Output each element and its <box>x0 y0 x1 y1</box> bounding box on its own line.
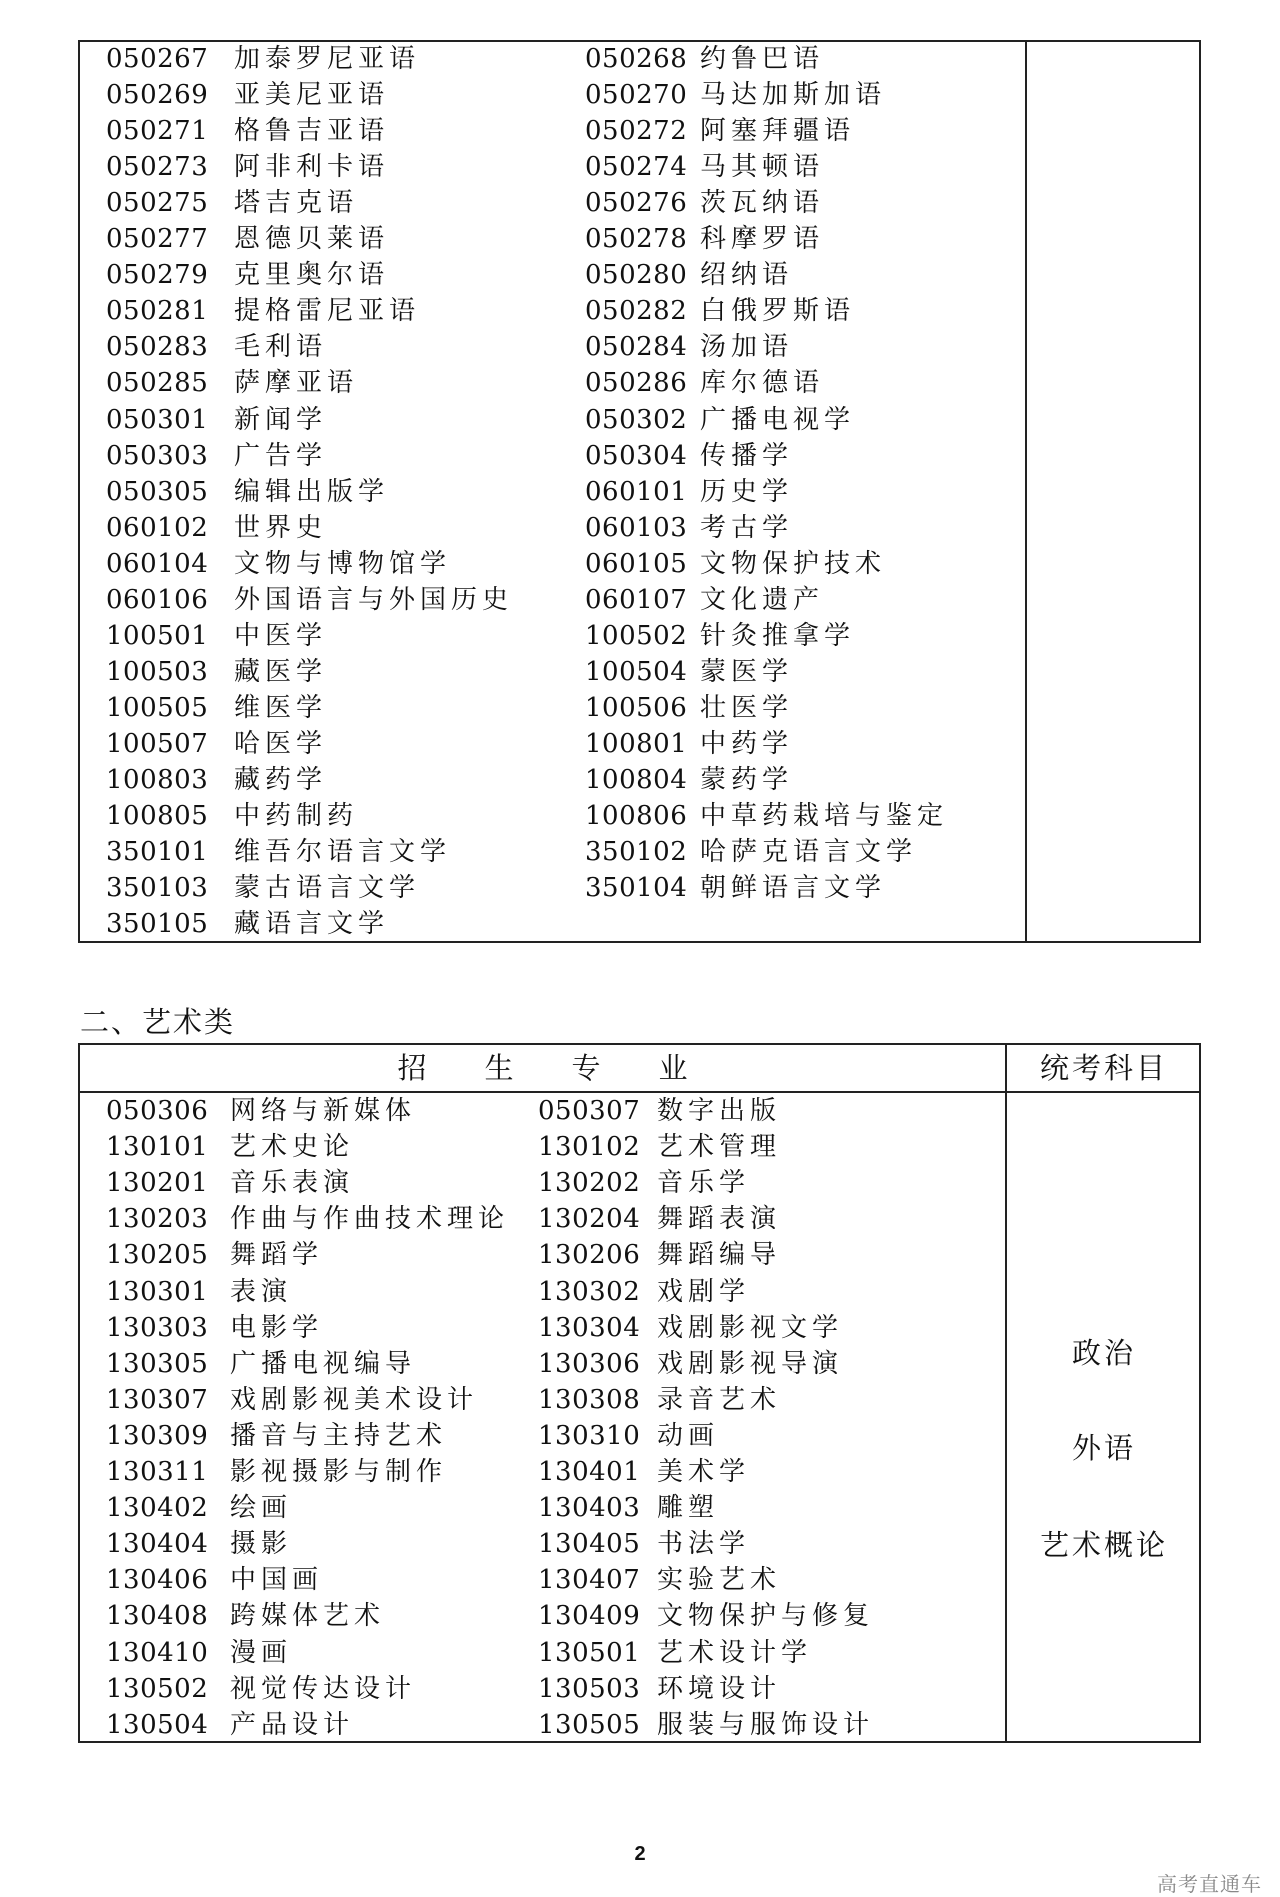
major-name: 舞蹈编导 <box>657 1240 782 1271</box>
table-row <box>80 149 1020 185</box>
major-name: 数字出版 <box>657 1096 782 1126</box>
major-code: 050280 <box>585 260 688 291</box>
major-name: 历史学 <box>700 476 794 507</box>
major-code: 130302 <box>538 1276 641 1307</box>
major-name: 戏剧影视导演 <box>657 1348 844 1379</box>
major-code: 130505 <box>538 1709 641 1740</box>
major-code: 050277 <box>106 224 209 255</box>
major-name: 克里奥尔语 <box>234 260 390 291</box>
major-name: 雕塑 <box>657 1493 720 1524</box>
major-code: 060102 <box>106 512 209 543</box>
table-row <box>80 221 1020 257</box>
major-name: 艺术管理 <box>657 1132 782 1163</box>
major-name: 中药制药 <box>234 801 359 832</box>
major-code: 130308 <box>538 1384 641 1415</box>
table-row <box>80 834 1020 870</box>
major-code: 050268 <box>585 44 688 74</box>
table-row <box>80 1526 1000 1562</box>
major-name: 蒙古语言文学 <box>234 873 421 904</box>
major-code: 130501 <box>538 1637 641 1668</box>
table-row <box>80 762 1020 798</box>
page-number: 2 <box>634 1843 646 1865</box>
major-name: 跨媒体艺术 <box>230 1601 386 1632</box>
table-row <box>80 1129 1000 1165</box>
major-name: 马其顿语 <box>700 152 825 183</box>
major-name: 约鲁巴语 <box>700 44 825 74</box>
major-name: 萨摩亚语 <box>234 368 359 399</box>
major-name: 动画 <box>657 1420 720 1451</box>
major-name: 白俄罗斯语 <box>700 296 856 327</box>
major-code: 050273 <box>106 152 209 183</box>
major-name: 维吾尔语言文学 <box>234 837 452 868</box>
table-row <box>80 1165 1000 1201</box>
column-divider <box>1025 42 1027 941</box>
major-name: 文化遗产 <box>700 584 825 615</box>
header-majors: 招生专业 <box>397 1051 746 1085</box>
table-row <box>80 1310 1000 1346</box>
major-code: 050269 <box>106 80 209 111</box>
major-code: 130503 <box>538 1673 641 1704</box>
major-name: 戏剧影视美术设计 <box>230 1384 479 1415</box>
table-row <box>80 1346 1000 1382</box>
major-name: 广播电视编导 <box>230 1348 417 1379</box>
major-name: 针灸推拿学 <box>700 620 856 651</box>
major-name: 表演 <box>230 1276 293 1307</box>
table-row <box>80 1237 1000 1273</box>
major-name: 中医学 <box>234 620 328 651</box>
major-code: 100507 <box>106 728 209 759</box>
table-row <box>80 1707 1000 1743</box>
major-name: 产品设计 <box>230 1709 355 1740</box>
major-name: 蒙药学 <box>700 765 794 795</box>
major-code: 350101 <box>106 837 209 868</box>
major-name: 外国语言与外国历史 <box>234 584 514 615</box>
major-name: 艺术设计学 <box>657 1637 813 1668</box>
major-code: 050302 <box>585 404 688 435</box>
major-code: 100801 <box>585 728 688 759</box>
major-name: 格鲁吉亚语 <box>234 116 390 147</box>
major-table-continued <box>78 40 1201 943</box>
table-row <box>80 510 1020 546</box>
major-name: 环境设计 <box>657 1673 782 1704</box>
major-code: 060101 <box>585 476 688 507</box>
table-row <box>80 870 1020 906</box>
major-name: 中草药栽培与鉴定 <box>700 801 949 832</box>
table-row <box>80 582 1020 618</box>
art-major-table <box>78 1043 1201 1743</box>
table-row <box>80 654 1020 690</box>
major-code: 130205 <box>106 1240 209 1271</box>
major-name: 世界史 <box>234 512 328 543</box>
table-row <box>80 1562 1000 1598</box>
major-code: 130304 <box>538 1312 641 1343</box>
major-name: 网络与新媒体 <box>230 1096 417 1126</box>
major-name: 蒙医学 <box>700 656 794 687</box>
major-code: 130407 <box>538 1565 641 1596</box>
major-code: 130504 <box>106 1709 209 1740</box>
major-code: 100502 <box>585 620 688 651</box>
major-code: 050271 <box>106 116 209 147</box>
major-name: 绍纳语 <box>700 260 794 291</box>
major-code: 130202 <box>538 1168 641 1199</box>
table-row <box>80 798 1020 834</box>
major-name: 朝鲜语言文学 <box>700 873 887 904</box>
major-code: 050278 <box>585 224 688 255</box>
major-name: 加泰罗尼亚语 <box>234 44 421 74</box>
major-code: 050301 <box>106 404 209 435</box>
major-name: 影视摄影与制作 <box>230 1457 448 1487</box>
major-code: 060106 <box>106 584 209 615</box>
major-name: 考古学 <box>700 512 794 543</box>
table-row <box>80 185 1020 221</box>
major-code: 050282 <box>585 296 688 327</box>
major-code: 130410 <box>106 1637 209 1668</box>
major-name: 录音艺术 <box>657 1384 782 1415</box>
major-code: 100803 <box>106 765 209 795</box>
major-name: 毛利语 <box>234 332 328 363</box>
major-code: 130303 <box>106 1312 209 1343</box>
major-code: 100503 <box>106 656 209 687</box>
major-name: 美术学 <box>657 1457 751 1487</box>
table-row <box>80 1635 1000 1671</box>
table-row <box>80 474 1020 510</box>
watermark: 高考直通车 <box>1157 1872 1262 1896</box>
major-code: 130405 <box>538 1529 641 1560</box>
major-code: 050274 <box>585 152 688 183</box>
major-code: 130402 <box>106 1493 209 1524</box>
major-code: 350102 <box>585 837 688 868</box>
major-code: 050307 <box>538 1096 641 1126</box>
major-name: 阿非利卡语 <box>234 152 390 183</box>
major-code: 350104 <box>585 873 688 904</box>
major-name: 中国画 <box>230 1565 324 1596</box>
major-code: 130403 <box>538 1493 641 1524</box>
major-code: 050275 <box>106 188 209 219</box>
major-code: 100506 <box>585 692 688 723</box>
major-name: 音乐学 <box>657 1168 751 1199</box>
major-code: 050284 <box>585 332 688 363</box>
major-name: 服装与服饰设计 <box>657 1709 875 1740</box>
major-name: 艺术史论 <box>230 1132 355 1163</box>
major-code: 100501 <box>106 620 209 651</box>
major-name: 恩德贝莱语 <box>234 224 390 255</box>
major-code: 050281 <box>106 296 209 327</box>
major-code: 100805 <box>106 801 209 832</box>
major-code: 050286 <box>585 368 688 399</box>
major-code: 060104 <box>106 548 209 579</box>
table-row <box>80 618 1020 654</box>
table-row <box>80 1454 1000 1490</box>
table-row <box>80 1418 1000 1454</box>
major-code: 130406 <box>106 1565 209 1596</box>
major-code: 130310 <box>538 1420 641 1451</box>
major-code: 130203 <box>106 1204 209 1235</box>
table-row <box>80 906 1020 942</box>
table-row <box>80 1671 1000 1707</box>
major-name: 视觉传达设计 <box>230 1673 417 1704</box>
major-code: 050283 <box>106 332 209 363</box>
major-code: 050305 <box>106 476 209 507</box>
table-row <box>80 1201 1000 1237</box>
section-title-art: 二、艺术类 <box>80 1005 236 1039</box>
major-name: 哈萨克语言文学 <box>700 837 918 868</box>
major-name: 新闻学 <box>234 404 328 435</box>
major-name: 文物与博物馆学 <box>234 548 452 579</box>
subject-politics: 政治 <box>1071 1336 1136 1370</box>
major-code: 130409 <box>538 1601 641 1632</box>
major-code: 130408 <box>106 1601 209 1632</box>
table-row <box>80 1274 1000 1310</box>
major-name: 文物保护技术 <box>700 548 887 579</box>
major-name: 提格雷尼亚语 <box>234 296 421 327</box>
major-name: 藏语言文学 <box>234 909 390 940</box>
major-name: 漫画 <box>230 1637 293 1668</box>
major-name: 茨瓦纳语 <box>700 188 825 219</box>
major-name: 舞蹈表演 <box>657 1204 782 1235</box>
table-row <box>80 1490 1000 1526</box>
major-name: 亚美尼亚语 <box>234 80 390 111</box>
major-code: 060103 <box>585 512 688 543</box>
subject-foreign-language: 外语 <box>1071 1431 1136 1465</box>
table-row <box>80 546 1020 582</box>
major-code: 130306 <box>538 1348 641 1379</box>
major-code: 130201 <box>106 1168 209 1199</box>
major-code: 130204 <box>538 1204 641 1235</box>
major-name: 传播学 <box>700 440 794 471</box>
table-row <box>80 77 1020 113</box>
major-name: 书法学 <box>657 1529 751 1560</box>
major-code: 050304 <box>585 440 688 471</box>
major-code: 130206 <box>538 1240 641 1271</box>
major-name: 播音与主持艺术 <box>230 1420 448 1451</box>
major-code: 050285 <box>106 368 209 399</box>
major-code: 050267 <box>106 44 209 74</box>
table-row <box>80 1093 1000 1129</box>
column-divider <box>1005 1045 1007 1741</box>
major-name: 藏医学 <box>234 656 328 687</box>
header-exam-subjects: 统考科目 <box>1039 1051 1168 1085</box>
major-code: 050276 <box>585 188 688 219</box>
table-header <box>80 1045 1199 1093</box>
major-code: 100505 <box>106 692 209 723</box>
major-code: 350103 <box>106 873 209 904</box>
major-code: 060105 <box>585 548 688 579</box>
major-code: 130404 <box>106 1529 209 1560</box>
major-name: 维医学 <box>234 692 328 723</box>
major-code: 060107 <box>585 584 688 615</box>
major-name: 舞蹈学 <box>230 1240 324 1271</box>
major-name: 科摩罗语 <box>700 224 825 255</box>
major-name: 电影学 <box>230 1312 324 1343</box>
major-name: 音乐表演 <box>230 1168 355 1199</box>
major-code: 130301 <box>106 1276 209 1307</box>
major-name: 文物保护与修复 <box>657 1601 875 1632</box>
major-name: 汤加语 <box>700 332 794 363</box>
major-name: 作曲与作曲技术理论 <box>230 1204 510 1235</box>
major-name: 马达加斯加语 <box>700 80 887 111</box>
table-row <box>80 329 1020 365</box>
major-name: 实验艺术 <box>657 1565 782 1596</box>
table-row <box>80 1382 1000 1418</box>
table-row <box>80 690 1020 726</box>
table-row <box>80 438 1020 474</box>
major-code: 130101 <box>106 1132 209 1163</box>
subject-art-theory: 艺术概论 <box>1039 1528 1168 1562</box>
major-code: 130401 <box>538 1457 641 1487</box>
major-name: 藏药学 <box>234 765 328 795</box>
major-code: 130309 <box>106 1420 209 1451</box>
major-code: 050270 <box>585 80 688 111</box>
major-code: 050303 <box>106 440 209 471</box>
major-name: 阿塞拜疆语 <box>700 116 856 147</box>
major-code: 100806 <box>585 801 688 832</box>
major-code: 130305 <box>106 1348 209 1379</box>
major-name: 塔吉克语 <box>234 188 359 219</box>
major-code: 050272 <box>585 116 688 147</box>
table-row <box>80 1598 1000 1634</box>
table-row <box>80 41 1020 77</box>
table-row <box>80 726 1020 762</box>
major-code: 100804 <box>585 765 688 795</box>
major-name: 绘画 <box>230 1493 293 1524</box>
major-name: 戏剧影视文学 <box>657 1312 844 1343</box>
major-code: 100504 <box>585 656 688 687</box>
major-name: 戏剧学 <box>657 1276 751 1307</box>
major-name: 编辑出版学 <box>234 476 390 507</box>
table-row <box>80 257 1020 293</box>
table-row <box>80 365 1020 401</box>
major-name: 广告学 <box>234 440 328 471</box>
major-code: 130102 <box>538 1132 641 1163</box>
major-code: 130307 <box>106 1384 209 1415</box>
major-name: 壮医学 <box>700 692 794 723</box>
major-name: 哈医学 <box>234 728 328 759</box>
major-name: 摄影 <box>230 1529 293 1560</box>
major-code: 050306 <box>106 1096 209 1126</box>
major-name: 库尔德语 <box>700 368 825 399</box>
major-name: 中药学 <box>700 728 794 759</box>
major-code: 350105 <box>106 909 209 940</box>
major-name: 广播电视学 <box>700 404 856 435</box>
table-row <box>80 402 1020 438</box>
major-code: 130311 <box>106 1457 209 1487</box>
table-row <box>80 293 1020 329</box>
table-row <box>80 113 1020 149</box>
major-code: 050279 <box>106 260 209 291</box>
major-code: 130502 <box>106 1673 209 1704</box>
